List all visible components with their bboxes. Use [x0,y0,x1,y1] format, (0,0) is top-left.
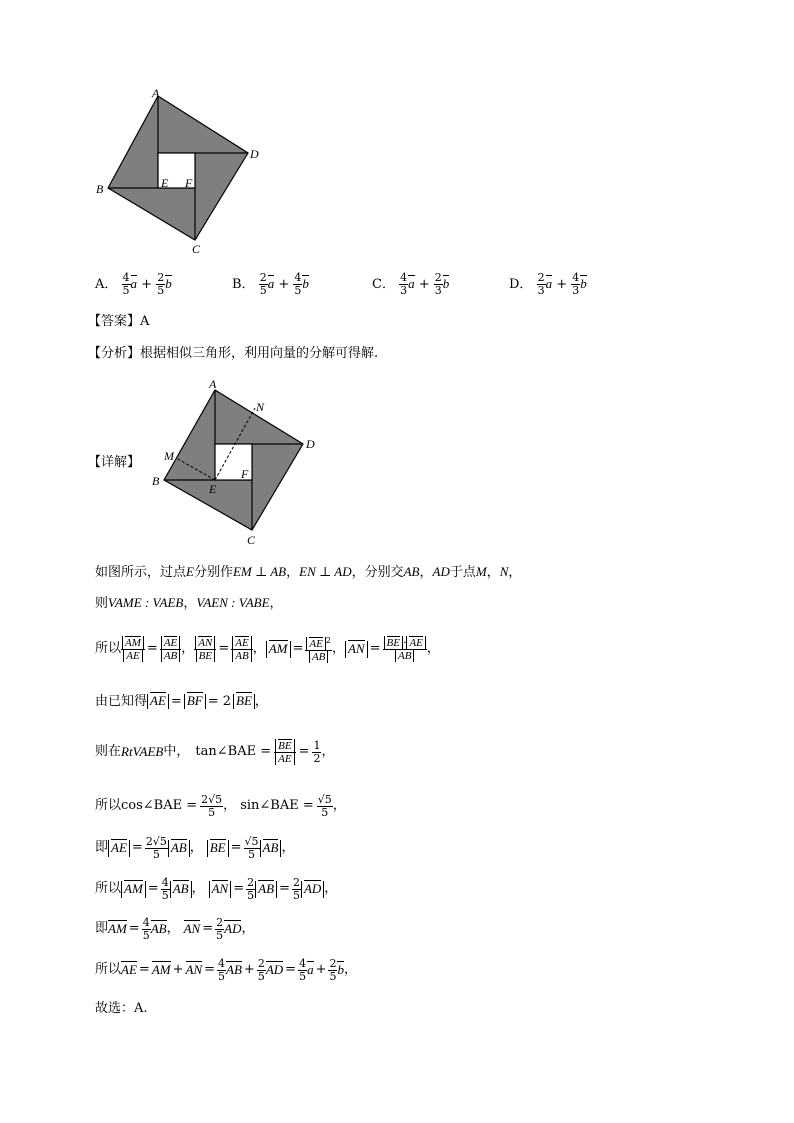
solution-line-4: 由已知得 AE = BF = 2 BE ， [95,693,268,709]
analysis-line [88,346,378,362]
fig2-label-b: B [152,474,160,488]
solution-line-7: 即 AE = $\frac{2√5}{5}$ AB ， BE = $\frac{√5}{5}$ AB ， [95,834,295,861]
option-b[interactable]: B． $\frac{2}{5}$ a + $\frac{4}{5}$ b [232,271,309,297]
solution-line-2: 则VAME : VAEB，VAEN : VABE， [95,595,283,611]
fig1-label-b: B [96,182,104,196]
fig2-label-a: A [209,377,217,391]
figure-2 [150,378,330,548]
fig2-label-e: E [209,482,217,496]
option-c[interactable]: C． $\frac{4}{3}$ a + $\frac{2}{3}$ b [372,271,450,297]
answer-line [88,314,149,330]
figure-1 [90,82,280,262]
option-a[interactable]: A． $\frac{4}{5}$ a + $\frac{2}{5}$ b [95,271,172,297]
answer-tag: 【答案】 [88,314,141,329]
solution-line-1: 如图所示，过点E分别作EM ⊥ AB，EN ⊥ AD，分别交AB，AD于点M，N， [95,564,522,580]
detail-tag: 【详解】 [88,455,141,470]
fig2-label-n: N [256,400,265,414]
fig1-label-f: F [185,176,193,190]
fig2-label-d: D [306,437,315,451]
fig1-label-c: C [192,242,201,256]
solution-line-11: 故选：A. [95,1001,148,1016]
fig1-label-e: E [161,176,169,190]
fig2-label-m: M [164,449,174,463]
fig2-label-c: C [247,533,256,547]
solution-line-3: 所以 $\frac{AM}{AE}$ = $\frac{AE}{AB}$ ， $\frac{AN}{BE}$ = $\frac{AE}{AB}$ ， AM = $\frac{AE ^2}{AB}$ ， AN = $\frac{BE \cdot AE}{AB}$ ， [95,635,440,664]
solution-line-9: 即 AM = $\frac{4}{5}$ AB ， AN = $\frac{2}{5}$ AD ， [95,915,255,942]
solution-line-5: 则在 Rt VAEB 中， tan∠BAE = $\frac{BE}{AE}$ = $\frac{1}{2}$ ， [95,738,335,765]
solution-line-6: 所以 cos∠BAE = $\frac{2√5}{5}$ ， sin∠BAE = $\frac{√5}{5}$ ， [95,792,346,819]
solution-line-8: 所以 AM = $\frac{4}{5}$ AB ， AN = $\frac{2}{5}$ AB = $\frac{2}{5}$ AD ， [95,875,338,902]
fig1-label-d: D [250,147,259,161]
analysis-text: 根据相似三角形，利用向量的分解可得解. [140,346,379,361]
answer-value: A [140,314,150,329]
option-d[interactable]: D． $\frac{2}{3}$ a + $\frac{4}{3}$ b [509,271,587,297]
fig1-label-a: A [152,86,160,100]
fig2-label-f: F [241,467,249,481]
analysis-tag: 【分析】 [88,346,141,361]
solution-line-10: 所以 AE = AM + AN = $\frac{4}{5}$ AB + $\frac{2}{5}$ AD = $\frac{4}{5}$ a + $\frac{2}{5}$ b ， [95,956,357,983]
